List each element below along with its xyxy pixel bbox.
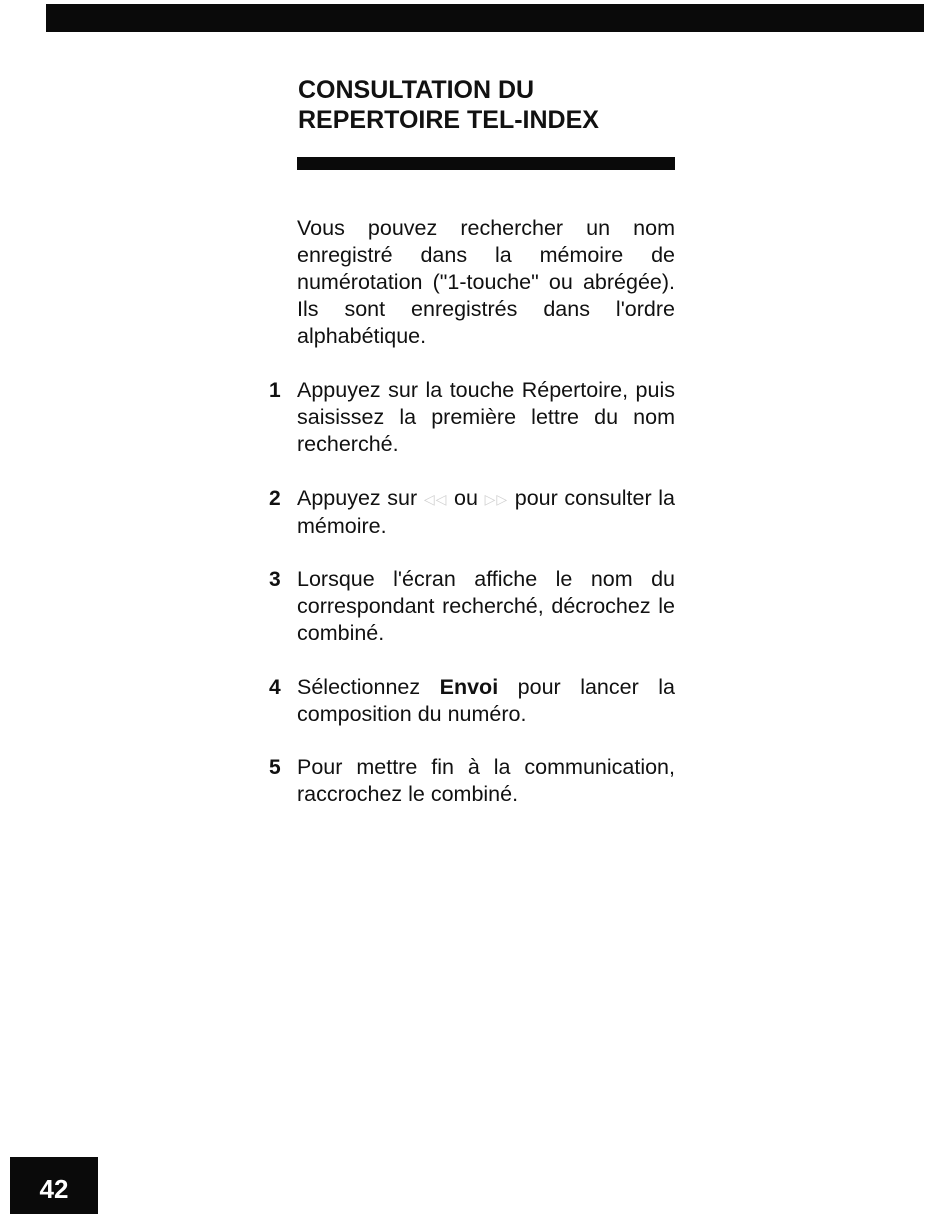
page-title-line-2: REPERTOIRE TEL-INDEX	[298, 106, 599, 134]
page-number: 42	[39, 1174, 69, 1204]
step-number: 4	[269, 676, 281, 699]
title-underline-rule	[297, 157, 675, 170]
right-arrow-key-icon: ▷▷	[484, 490, 509, 507]
step-number: 1	[269, 379, 281, 402]
step-text-after: pour lancer la composition du numéro.	[297, 675, 675, 726]
step-number: 2	[269, 487, 281, 510]
step-text-middle: ou	[454, 486, 478, 510]
step-text-before: Appuyez sur	[297, 486, 418, 510]
step-text: Pour mettre fin à la communication, raccrochez le combiné.	[297, 755, 675, 806]
step-number: 5	[269, 756, 281, 779]
step-number: 3	[269, 568, 281, 591]
step-text: Appuyez sur la touche Répertoire, puis saisissez la première lettre du nom recherché.	[297, 378, 675, 456]
step-text	[297, 674, 675, 728]
page-number-box	[10, 1157, 98, 1214]
intro-paragraph: Vous pouvez rechercher un nom enregistré dans la mémoire de numérotation ("1-touche" ou abrégée). Ils sont enregistrés dans l'ordre alphabétique.	[297, 216, 675, 348]
envoi-key-label: Envoi	[439, 675, 499, 699]
left-arrow-key-icon: ◁◁	[423, 490, 448, 507]
step-text: Lorsque l'écran affiche le nom du correspondant recherché, décrochez le combiné.	[297, 567, 675, 645]
step-text	[297, 485, 675, 540]
top-header-bar	[46, 4, 924, 32]
page-title	[298, 75, 718, 135]
page-title-line-1: CONSULTATION DU	[298, 76, 535, 104]
step-text-after: pour consulter la mémoire.	[297, 486, 676, 538]
step-text-before: Sélectionnez	[297, 675, 421, 699]
